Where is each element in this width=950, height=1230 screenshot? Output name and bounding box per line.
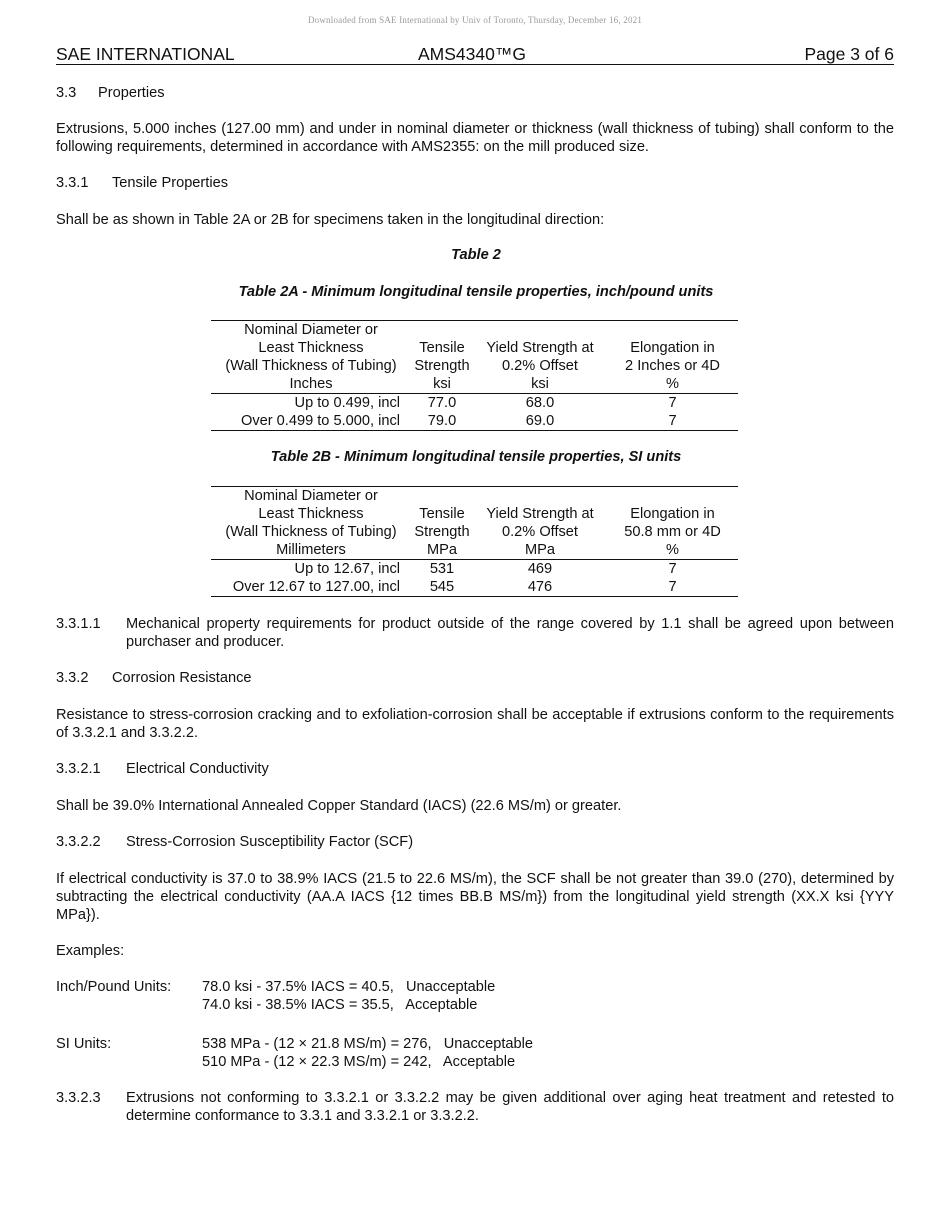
table-cell: Millimeters: [211, 541, 411, 560]
table-row: [211, 394, 738, 413]
section-3-3-2-1-heading: [56, 760, 894, 778]
table-cell: 79.0: [411, 412, 473, 431]
table-cell: MPa: [473, 541, 607, 560]
table-cell: Inches: [211, 375, 411, 394]
table-row: [211, 560, 738, 579]
table-cell: 68.0: [525, 395, 555, 411]
section-number: 3.3.2: [56, 670, 89, 686]
section-3-3-1-1-number: 3.3.1.1: [56, 616, 101, 632]
table-cell: %: [607, 541, 738, 560]
table-cell: [411, 487, 473, 506]
header-doc-id: AMS4340™G: [418, 44, 526, 64]
table-cell: Yield Strength at: [486, 340, 594, 356]
section-number: 3.3.2.2: [56, 834, 101, 850]
table-cell: 545: [411, 578, 473, 597]
table-cell: %: [607, 375, 738, 394]
table-cell: Tensile: [419, 506, 465, 522]
inch-example-2: 74.0 ksi - 38.5% IACS = 35.5, Acceptable: [202, 997, 478, 1013]
section-3-3-2-3-number: 3.3.2.3: [56, 1090, 101, 1106]
table-cell: 7: [607, 578, 738, 597]
section-title: Tensile Properties: [112, 175, 228, 191]
section-3-3-1-1-text: Mechanical property requirements for product outside of the range covered by 1.1 shall be agreed upon between purchaser and producer.: [126, 616, 894, 650]
table-2-title: Table 2: [451, 247, 501, 263]
table-row: [211, 412, 738, 431]
section-3-3-1-text: Shall be as shown in Table 2A or 2B for specimens taken in the longitudinal direction:: [56, 212, 605, 228]
inch-pound-units-label: Inch/Pound Units:: [56, 979, 172, 995]
table-cell: 476: [473, 578, 607, 597]
header-org: SAE INTERNATIONAL: [56, 44, 235, 64]
section-3-3-heading: [56, 84, 894, 102]
table-2b: [211, 486, 738, 597]
table-cell: (Wall Thickness of Tubing): [225, 524, 397, 540]
table-cell: ksi: [473, 375, 607, 394]
table-cell: Least Thickness: [258, 340, 364, 356]
table-cell: 0.2% Offset: [502, 358, 578, 374]
table-cell: [473, 321, 607, 340]
download-notice: Downloaded from SAE International by Univ of Toronto, Thursday, December 16, 2021: [307, 15, 643, 25]
table-cell: Least Thickness: [258, 506, 364, 522]
section-3-3-2-text: Resistance to stress-corrosion cracking and to exfoliation-corrosion shall be acceptable if extrusions conform to the requirements of 3.3.2.1 and 3.3.2.2.: [56, 707, 894, 741]
section-title: Properties: [98, 85, 165, 101]
table-cell: Yield Strength at: [486, 506, 594, 522]
section-number: 3.3.2.1: [56, 761, 101, 777]
table-cell: Over 0.499 to 5.000, incl: [211, 412, 411, 431]
table-cell: 7: [607, 412, 738, 431]
table-cell: 469: [527, 561, 553, 577]
table-cell: 2 Inches or 4D: [625, 358, 720, 374]
section-number: 3.3.1: [56, 175, 89, 191]
table-cell: [411, 321, 473, 340]
table-cell: Elongation in: [630, 506, 715, 522]
table-cell: Over 12.67 to 127.00, incl: [211, 578, 411, 597]
section-title: Stress-Corrosion Susceptibility Factor (SCF): [126, 834, 414, 850]
section-3-3-2-3-text: Extrusions not conforming to 3.3.2.1 or 3.3.2.2 may be given additional over aging heat treatment and retested to determine conformance to 3.3.1 and 3.3.2.1 or 3.3.2.2.: [126, 1090, 894, 1124]
table-cell: 7: [668, 561, 677, 577]
table-cell: 7: [668, 395, 677, 411]
table-cell: [607, 487, 738, 506]
table-cell: Tensile: [419, 340, 465, 356]
table-2b-caption: Table 2B - Minimum longitudinal tensile properties, SI units: [270, 449, 682, 465]
table-cell: 50.8 mm or 4D: [624, 524, 721, 540]
section-3-3-2-heading: [56, 669, 894, 687]
table-cell: MPa: [411, 541, 473, 560]
table-cell: 0.2% Offset: [502, 524, 578, 540]
header-page-number: Page 3 of 6: [804, 44, 894, 64]
si-example-2: 510 MPa - (12 × 22.3 MS/m) = 242, Acceptable: [202, 1054, 516, 1070]
table-cell: [607, 321, 738, 340]
table-row: [211, 578, 738, 597]
section-3-3-2-2-text: If electrical conductivity is 37.0 to 38.9% IACS (21.5 to 22.6 MS/m), the SCF shall be not greater than 39.0 (270), determined by subtracting the electrical conductivity (AA.A IACS {12 times BB.B MS/m}) from the longitudinal yield strength (XX.X ksi {YYY MPa}).: [56, 871, 894, 923]
page-header: [56, 44, 894, 65]
section-title: Electrical Conductivity: [126, 761, 269, 777]
table-2a: [211, 320, 738, 431]
section-title: Corrosion Resistance: [112, 670, 252, 686]
table-cell: 77.0: [427, 395, 457, 411]
section-3-3-2-2-heading: [56, 833, 894, 851]
section-3-3-1-heading: [56, 174, 894, 192]
section-3-3-text: Extrusions, 5.000 inches (127.00 mm) and under in nominal diameter or thickness (wall thickness of tubing) shall conform to the following requirements, determined in accordance with AMS2355: on the mill produced size.: [56, 121, 894, 155]
table-cell: Nominal Diameter or: [211, 487, 411, 506]
table-cell: Up to 0.499, incl: [294, 395, 400, 411]
table-cell: [473, 487, 607, 506]
table-cell: Nominal Diameter or: [211, 321, 411, 340]
table-cell: Strength: [414, 358, 470, 374]
section-3-3-2-1-text: Shall be 39.0% International Annealed Copper Standard (IACS) (22.6 MS/m) or greater.: [56, 798, 622, 814]
section-number: 3.3: [56, 85, 77, 101]
table-cell: Elongation in: [630, 340, 715, 356]
table-cell: Strength: [414, 524, 470, 540]
table-cell: ksi: [411, 375, 473, 394]
examples-label: Examples:: [56, 943, 125, 959]
table-2a-caption: Table 2A - Minimum longitudinal tensile properties, inch/pound units: [238, 284, 714, 300]
si-example-1: 538 MPa - (12 × 21.8 MS/m) = 276, Unacceptable: [202, 1036, 533, 1052]
table-cell: 69.0: [473, 412, 607, 431]
inch-example-1: 78.0 ksi - 37.5% IACS = 40.5, Unacceptable: [202, 979, 496, 995]
table-cell: Up to 12.67, incl: [294, 561, 400, 577]
si-units-label: SI Units:: [56, 1036, 112, 1052]
table-cell: (Wall Thickness of Tubing): [225, 358, 397, 374]
table-cell: 531: [429, 561, 455, 577]
